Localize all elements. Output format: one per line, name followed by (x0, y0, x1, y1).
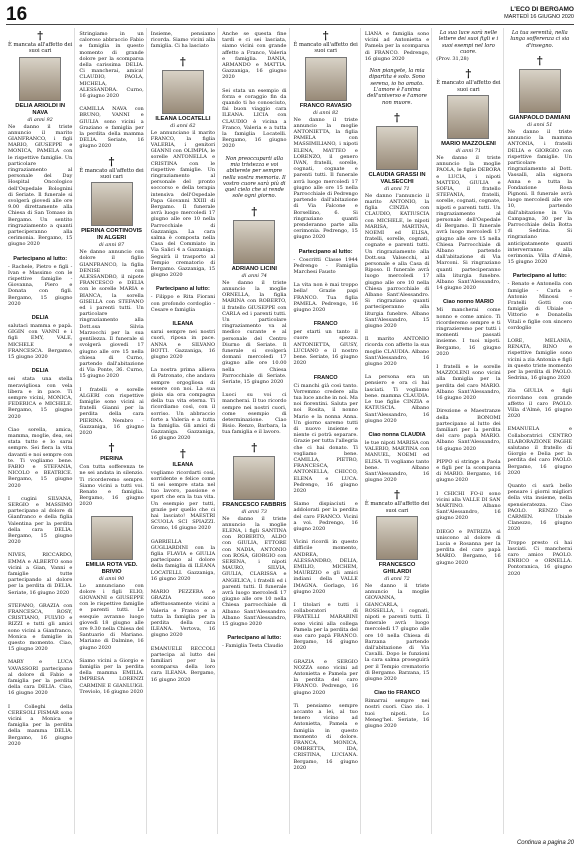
obituary-notice (79, 440, 143, 511)
notice-body: Le annunciano il marito FRANCO, la figlia VALERIA, i genitori GIANNI con OLIMPIA, le sorelle ANTONELLA e CRISTINA con le rispettive famiglie. Un ringraziamento al personale del pronto soccorso e della terapia intensiva dell'Ospedale Papa Giovanni XXIII di Bergamo. Il funerale avrà luogo mercoledì 17 giugno alle ore 10 nella Parrocchiale di Gazzaniga. La cara salma è composta nella Casa del Commiato in Via Salici 4 a Gazzaniga. Seguirà il trasporto al Tempio crematorio di Bergamo. Gazzaniga, 15 giugno 2020 (150, 129, 216, 279)
notice-body: Sei stata un esempio di forza e coraggio fin da quando ti ho conosciuto, fai buon viaggio cara ILEANA. LICIA con CLAUDIO è vicina a Franco, Valeria e a tutta la famiglia Locatelli. Bergamo, 16 giugno 2020 (222, 87, 287, 150)
portrait-photo (162, 70, 204, 114)
notice-body: Ci manchi già così tanto. Vorremmo credere alla tua luce anche in noi. Ma noi fiorentini. Saluta per noi Rosita, il nonno Mario e la nonna Anna. Un giorno saremo tutti di nuovo insieme e niente ci potrà separare. Grazie per tutta l'allegria che ci hai donato. Ti vogliamo bene. CAMILLA, PIETRO, FRANCESCA, ANTONELLA, CHICCO, ELENA e LUCA. Pedrengo, 16 giugno 2020 (293, 382, 358, 494)
notice-body: I fratelli e sorelle ALGERI con rispettive famiglie sono vicini ai fratelli Gianni per la perdita della cara PIERINA. Nembro - Gazzaniga, 16 giugno 2020 (79, 386, 144, 436)
deceased-name: FRANCESCO FABBRIS (222, 501, 287, 508)
portrait-photo (19, 57, 61, 101)
obituary-notice (8, 656, 72, 700)
cross-icon: † (251, 440, 258, 454)
notice-body: EMANUELE RECCOLI partecipa al lutto dei familiari per la scomparsa della loro cara ILEANA. Bergamo, 16 giugno 2020 (150, 645, 216, 683)
notice-body: Ne danno l'annuncio il marito ANTONIO, la figlia CINZIA con CLAUDIO, KATIUSCIA con MICHELE, le nipoti MARISA, MARTINA, NOEMI ed ELISA, fratelli, sorelle, cognati, cognate e parenti tutti. Un ringraziamento alla Dott.ssa Valsecchi, al personale e alla Casa di Riposo. Il funerale avrà luogo mercoledì 17 giugno alle ore 10 nella Chiesa parrocchiale di Albano Sant'Alessandro. Si ringraziano quanti parteciperanno alla liturgia funebre. Albano Sant'Alessandro, 15 giugno 2020 (364, 192, 430, 330)
notice-body: Anche se questa fine tardi e ci sei lasciata, siamo vicini con grande affetto a Franco, Valeria e famiglia. DANIA, ARMANDO e MATTIA. Gazzaniga, 16 giugno 2020 (222, 31, 287, 81)
notice-body: EMANUELA e Collaboratrici CENTRO ELABORAZIONE PAGHE salutano il fratello di Giorgio e Delia per la perdita del caro PAOLO. Bergamo, 16 giugno 2020 (507, 426, 572, 476)
obituary-notice (436, 295, 500, 361)
notice-body: STEFANO, GRAZIA con FRANCESCA, ROSY, CRISTIANO, FULVIO e RIZZI e tutti gli amici sono vicini a Gianfranco, Monica e famiglie in questo momento. Ciao, 15 giugno 2020 (8, 602, 73, 653)
continue-note: Continua a pagina 20 (516, 840, 574, 846)
obituary-notice (365, 66, 429, 110)
deceased-age: di anni 82 (313, 109, 339, 116)
cross-icon: † (465, 67, 472, 81)
notice-body: LIANA e famiglia sono vicini ad Antonietta e Pamela per la scomparsa di FRANCO. Pedrengo, 16 giugno 2020 (364, 31, 430, 62)
obituary-notice (79, 103, 143, 153)
deceased-age: di anni 71 (455, 147, 482, 154)
deceased-name: CLAUDIA GRASSI IN VALSECCHI (368, 171, 426, 185)
deceased-age: di anni 92 (27, 116, 53, 123)
obituary-notice (365, 686, 429, 733)
notice-body: GRAZIA e SERGIO NOZZA sono vicini ad Antonietta e Pamela per la perdita del caro FRANCO. Pedrengo, 16 giugno 2020 (293, 658, 358, 696)
obituary-notice (151, 586, 215, 643)
obituary-notice (294, 245, 358, 280)
obituary-notice (508, 385, 572, 423)
notice-heading: DELIA (31, 315, 49, 322)
obituary-notice (151, 364, 215, 445)
cross-icon: † (536, 53, 543, 67)
notice-heading: Partecipano al lutto: (227, 635, 282, 642)
notice-body: - Famiglia Testa Claudio (222, 643, 284, 650)
obituary-notice (151, 643, 215, 687)
notice-heading: DELIA (31, 368, 49, 375)
column-2 (77, 28, 146, 834)
column-5 (292, 28, 361, 834)
notice-body: Zia GIULIA e figli ricordano con grande affetto il caro PAOLO. Villa d'Almè, 16 giugno 2020 (507, 388, 572, 420)
obituary-notice (294, 28, 358, 245)
obituary-notice (79, 512, 143, 655)
portrait-photo (376, 516, 418, 560)
notice-heading: FRANCO (313, 321, 338, 328)
notice-body: Ne danno il triste annuncio la moglie ORNELLA, la figlia MARINA con ROBERTO, il fratello GIUSEPPE con CARLA ed i parenti tutti. Un particolare ringraziamento va al medico curante e al personale del Centro Diurno di Seriate. Il funerale si svolgerà domani mercoledì 17 giugno alle ore 10.00 nella Chiesa Parrocchiale di Seriate. Seriate, 15 giugno 2020 (222, 279, 287, 385)
portrait-photo (305, 57, 347, 101)
notice-heading: Ciao nonno MARIO (442, 299, 494, 306)
notice-heading: FRANCO (313, 374, 338, 381)
obituary-notice (222, 85, 286, 154)
obituary-notice (294, 536, 358, 599)
notice-quote: Non preoccuparti alla mia tristezza e voi abiterete per sempre nella vostra memoria. Il vostro cuore sarà più di quel cielo che si rende sole ogni giorno. (222, 155, 286, 200)
notice-body: I cugini SILVANA, SERGIO e MASSIMO partecipano al dolore di Gianfranco e della figlia Valentina per la perdita della cara DELIA. Bergamo, 15 giugno 2020 (8, 495, 73, 546)
deceased-age: di anni 90 (98, 575, 125, 582)
obituary-notice (294, 599, 358, 656)
deceased-name: EMILIA ROTA VED. BRIVIO (85, 561, 138, 575)
obituary-notice (508, 269, 572, 335)
notice-heading: Partecipano al lutto: (298, 248, 353, 255)
portrait-photo (233, 220, 275, 264)
obituary-notice (436, 526, 500, 570)
notice-heading: ILEANA (172, 321, 194, 328)
obituary-notice (365, 487, 429, 686)
column-8 (506, 28, 574, 834)
obituary-notice (222, 28, 286, 85)
column-4 (220, 28, 289, 834)
notice-quote: La tua serenità, nella lunga sofferenza ci sia d'insegno. (510, 30, 570, 49)
notice-body: Con tutta sofferenza te ne sei andata in silenzio. Ti ricorderemo sempre. Siamo vicini a tutti voi. Renato e famiglia. Bergamo, 16 giugno 2020 (79, 464, 144, 508)
notice-body: MARIO PEZZERA e GRAZIA sono affettuosamente vicini a Valeria e Franco e a tutta la famiglia per la perdita della cara ILEANA. Vertova, 16 giugno 2020 (150, 589, 216, 639)
deceased-age: di anni 74 (241, 272, 267, 279)
obituary-notice (79, 655, 143, 699)
notice-body: - Renato e Antonella con famiglie - Carla e Antonio Minossi - Fratelli Gotti con famiglie di Ubiale - Vittorio e Donatella Vitali e figlie con sincero cordoglio (507, 281, 572, 331)
notice-body: (Prov. 31,28) (436, 56, 469, 63)
column-3 (149, 28, 218, 834)
notice-body: Quanto ci sarà bello pensare i giorni migliori della vita insieme, nella spensieratezza. Ciao PAOLO. RENZO e CARMEN. Ubiale Clanezzo, 16 giugno 2020 (507, 483, 572, 533)
column-1 (6, 28, 75, 834)
notice-body: le tue nipoti MARISA con VALERIO, MARTINA con MANUEL, NOEMI ed ELISA. Ti vogliamo tanto bene. Albano Sant'Alessandro, 16 giugno 2020 (364, 439, 430, 484)
obituary-notice (8, 252, 72, 311)
notice-intro: È mancato all'affetto dei suoi cari (436, 80, 501, 93)
notice-body: - Filippo e Rita Fiorani con profondo cordoglio - Cesare e famiglia (150, 294, 216, 313)
cross-icon: † (322, 29, 329, 42)
notice-body: Ne danno il triste annuncio la mamma ANTONIA, i fratelli DELIA e GIORGIO con rispettive famiglie. Un particolare ringraziamento al Dott. Vassalli, alla signora Anna e a tutta la Fondazione Rosa Pignoni. Il funerale avrà luogo mercoledì alle ore 10, partendo dall'abitazione in Via Campagna, 30 per la Parrocchiale della Botta di Sedrina. Si ringraziano anticipatamente quanti interverranno alla cerimonia. Villa d'Almè, 15 giugno 2020 (507, 128, 572, 266)
notice-body: Ne danno annuncio con dolore il figlio GIANFRANCO, la figlia DENISE con ALESSANDRO, il nipote FRANCESCO e DELIA con le sorelle MARIA e BIANCA, la sorella GISELLA con STEFANO ed i parenti tutti. Un particolare ringraziamento alla Dott.ssa Silvia Marzocchi per la sua gentilezza. Il funerale si svolgerà giovedì 17 giugno alle ore 15 nella chiesa di Curno, partendo dall'abitazione di Via Ponte, 36. Curno, 15 giugno 2020 (79, 249, 144, 380)
deceased-age: di anni 72 (384, 575, 410, 582)
obituary-notice (8, 364, 72, 423)
column-7 (434, 28, 503, 834)
obituary-notice (294, 700, 358, 775)
notice-body: La vita non è mai troppo bella! Grazie papi FRANCO. Tua figlia PAMELA. Pedrengo, 16 giugno 2020 (293, 282, 358, 314)
obituary-notice (151, 446, 215, 536)
notice-body: Ti pensiamo sempre accanto a lei, al tuo tenero vicino ad Antonietta, Pamela e famiglia in questo momento di dolore. FRANCA, MONICA, OMBRETTA, IDA, CRISTINA, LUCIANA. Bergamo, 16 giugno 2020 (293, 702, 358, 771)
obituary-notice (436, 66, 500, 295)
obituary-notice (151, 317, 215, 364)
notice-quote: Non piangete, la mia dipartita è solo. Sono serena, io ho amato. L'amore è l'anima dell'universo e l'amore non muore. (367, 68, 427, 106)
deceased-age: di anni 71 (384, 185, 410, 192)
obituary-notice (8, 549, 72, 599)
notice-body: I Colleghi della CERESOLI FISMAR sono vicini a Monica e famiglia per la perdita della mamma DELIA. Bergamo, 16 giugno 2020 (8, 703, 73, 747)
notice-body: PIPPO si stringe a Paola e figli per la scomparsa di MARIO. Bergamo, 16 giugno 2020 (436, 458, 501, 484)
deceased-age: di anni 51 (527, 121, 553, 128)
cross-icon: † (37, 29, 44, 42)
notice-body: Insieme, pensiamo ricorda. Siamo vicini alla famiglia. Ci ha lasciato (150, 31, 216, 50)
obituary-notice (294, 371, 358, 499)
obituary-notice (8, 28, 72, 252)
notice-body: Lo annunciano con dolore i figli ELIO, GIOVANNI e GIUSEPPE con le rispettive famiglie e parenti tutti. Le esequie avranno luogo giovedì 18 giugno alle ore 9.30 nella Chiesa del Santuario di Mariano. Mariano di Dalmine, 16 giugno 2020 (79, 582, 144, 651)
deceased-age: di anni 62 (170, 122, 196, 129)
portrait-photo (447, 95, 489, 139)
notice-body: Vicini ricordi in questo difficile momento, ANDREA, ALESSANDRO, DELIA, EMILIO, MICHEM, MAURIZIO e gli amici indiani della VALLE IMAGNA. Gorlago, 16 giugno 2020 (293, 539, 358, 595)
notice-intro: È mancato all'affetto dei suoi cari (79, 167, 144, 180)
obituary-notice (508, 423, 572, 480)
deceased-name: FRANCESCO GHILARDI (378, 561, 416, 575)
deceased-name: DELIA ARIOLDI IN NAVA (15, 102, 66, 116)
obituary-notice (508, 480, 572, 537)
obituary-notice (79, 28, 143, 103)
deceased-name: GIANPAOLO DAMIANI (509, 114, 571, 121)
obituary-notice (8, 311, 72, 364)
obituary-notice (222, 440, 286, 632)
notice-body: vogliamo ricordarti così, sorridente e felice come ti sei sempre stata nel tuo lavoro, passione e sport che era la tua vita. Un esempio per tutti, grazie per quello che ci hai lasciato! MAESTRI SCUOLA SCI SPIAZZI. Gromo, 16 giugno 2020 (150, 469, 216, 532)
notice-body: sarai sempre nei nostri cuori, riposa in pace. ANNA e SILVANO BOTTI. Gazzaniga, 16 giugno 2020 (150, 329, 216, 360)
cross-icon: † (108, 154, 115, 168)
obituary-notice (294, 279, 358, 317)
page-number: 16 (6, 4, 28, 25)
notice-body: Luoci su voi ci mancherai. Il tuo ricordo sempre nei nostri cuori, come esempio di determinazione. Ciao Bisio. Renzo, Barbara, la tua famiglia e il lavoro. (222, 392, 287, 436)
notice-heading: Ciao nonna CLAUDIA (368, 431, 426, 438)
obituary-notice (365, 28, 429, 66)
notice-intro: È mancata all'affetto dei suoi cari (8, 42, 73, 55)
obituary-notice (222, 389, 286, 439)
portrait-photo (519, 69, 561, 113)
header-rule (6, 24, 574, 25)
cross-icon: † (394, 110, 400, 124)
obituary-notice (8, 701, 72, 751)
obituary-notice (365, 333, 429, 371)
obituary-notice (436, 456, 500, 488)
notice-body: LORE, MELANIA, RENATA, RINO e rispettive famiglie sono vicini a zia Antonia e figli in questo triste momento per la perdita di PAOLO. Sedrina, 16 giugno 2020 (507, 337, 572, 382)
notice-heading: Partecipano al lutto: (156, 286, 210, 293)
cross-icon: † (251, 204, 258, 218)
notice-body: I fratelli e le sorelle MAZZOLENI sono vicini alla famiglia per la perdita del caro MARIO. Albano Sant'Alessandro, 16 giugno 2020 (436, 364, 501, 402)
notice-body: I CHICHI FO-il sono vicini alla VALLE DI SAN MARTINO. Albano Sant'Alessandro, 16 giugno 2020 (436, 490, 501, 522)
portrait-photo (233, 456, 275, 500)
obituary-notice (508, 537, 572, 581)
notice-body: I titolari e tutti i collaboratori di FRATELLI MARABINI sono vicini alla collega Pamela per la perdita del suo caro papà FRANCO. Bergamo, 16 giugno 2020 (293, 602, 358, 652)
obituary-notice (8, 600, 72, 657)
cross-icon: † (394, 488, 400, 502)
notice-body: Siamo dispiaciuti e addolorati per la perdita del caro FRANCO. Vicini a voi. Pedrengo, 16 giugno 2020 (293, 501, 358, 532)
portrait-photo (91, 182, 133, 226)
obituary-notice (79, 154, 143, 384)
obituary-notice (151, 282, 215, 317)
notice-body: Stringiamo in un caloroso abbraccio Fabio e famiglia in questo momento di grande dolore per la scomparsa della carissima DELIA. Ci mancherai, amica! CLAUDIO, PAOLA, MICHELA, ALESSANDRA. Curno, 16 giugno 2020 (79, 31, 144, 100)
obituary-notice (436, 361, 500, 405)
notice-body: GABRIELLA GUGLIARDINI con la figlia FLAVIA e GIULIA partecipano al dolore della famiglia di ILEANA LOCATELLI. Gazzaniga, 16 giugno 2020 (150, 538, 216, 582)
notice-body: sei stata una stella meravigliosa con vela libera e in pace. Ti sempre vicini, MONICA, FEDERICA e MICHELE. Bergamo, 15 giugno 2020 (8, 376, 73, 420)
notice-intro: È mancato all'affetto dei suoi cari (293, 42, 358, 55)
notice-body: Ne danno il triste annuncio la moglie ELENA, i figli SANTINA con ROBERTO, ALDO con GIULIA, ETTORE con NADIA, ANTONIO con ROSA, GIORGIO con SERENA, i nipoti MAURO, SILVIA, GIULIA, CLARISSA e ANGELICA, i fratelli ed i parenti tutti. Il funerale avrà luogo mercoledì 17 giugno alle ore 10 nella Chiesa parrocchiale di Albano Sant'Alessandro. Albano Sant'Alessandro, 15 giugno 2020 (222, 515, 287, 628)
notice-heading: ILEANA (172, 461, 194, 468)
obituary-notice (294, 317, 358, 370)
deceased-age: di anni 73 (241, 508, 267, 515)
notice-body: Troppo presto ci hai lasciati. Ci mancherai caro amico PAOLO. ENRICO e ORNELLA. Pontoranica, 16 giugno 2020 (507, 539, 572, 577)
deceased-name: ADRIANO LICINI (231, 265, 278, 272)
obituary-notice (8, 493, 72, 550)
obituary-notice (508, 28, 572, 53)
obituary-notice (8, 424, 72, 493)
obituary-notice (436, 488, 500, 526)
notice-heading: Ciao tio FRANCO (374, 690, 421, 697)
obituary-notice (365, 110, 429, 333)
obituary-notice (508, 53, 572, 269)
obituary-notice (294, 656, 358, 700)
notice-body: NIVES, RICCARDO, EMMA e ALBERTO sono vicini a Gian, Vanni e famiglie tutte partecipando al dolore per la perdita di DELIA. Seriate, 16 giugno 2020 (8, 552, 73, 596)
notice-body: Siamo vicini a Giorgio e famiglia per la perdita della mamma EMILIA. IMPRESA LORENZI CARMINE E GIANLUIGI. Treviolo, 16 giugno 2020 (79, 657, 144, 695)
notice-body: Direzione e Maestranze della BONOMI partecipano al lutto dei familiari per la perdita del caro papà MARIO. Albano Sant'Alessandro, 16 giugno 2020 (436, 408, 501, 452)
notice-body: La persona era un pensiero e ora ci hai lasciati. Ti vogliamo bene. mamma CLAUDIA. Le tue figlie CINZIA e KATIUSCIA. Albano Sant'Alessandro, 16 giugno 2020 (364, 374, 430, 424)
obituary-notice (294, 498, 358, 536)
obituary-notice (151, 536, 215, 586)
cross-icon: † (108, 441, 115, 455)
notice-body: per starti un tanto il cuore spezza. ANTONIETTA, GIUSY, LUCIANO e il nostro bene. Seriate, 16 giugno 2020 (293, 329, 358, 367)
obituary-notice (436, 28, 500, 66)
notice-body: DIEGO e PATRIZIA si uniscono al dolore di Lucia e Rosanna per la perdita del caro papà MARIO. Bergamo, 16 giugno 2020 (436, 528, 501, 566)
obituary-notice (365, 428, 429, 487)
deceased-name: ILEANA LOCATELLI (155, 115, 211, 122)
obituary-notice (151, 28, 215, 54)
cross-icon: † (180, 54, 186, 68)
deceased-age: di anni 87 (98, 242, 125, 249)
notice-body: salutaci mamma e papà. GIGIN con VANNI e i figli EMY, VALE, MICHELE e FRANCESCA. Bergamo, 15 giugno 2020 (8, 323, 73, 361)
obituary-notice (222, 631, 286, 653)
notice-intro: È mancato all'affetto dei suoi cari (364, 501, 430, 514)
notice-body: Il marito ANTONIO ricorda con affetto la sua moglie CLAUDIA. Albano Sant'Alessandro, 16 giugno 2020 (364, 336, 430, 368)
notice-body: Ne danno il triste annuncio il marito GIANFRANCO, i figli MARIO, GIUSEPPE e MONICA, PAMELA con le rispettive famiglie. Un particolare ringraziamento al personale del Day Hospital Oncologico dell'Ospedale Bolognini di Seriate. Il funerale si svolgerà giovedì alle ore 9.00 direttamente alla Chiesa di San Tomaso in Bergamo. Un sentito ringraziamento a quanti parteciperanno alla cerimonia. Bergamo, 15 giugno 2020 (8, 123, 73, 248)
notice-body: Ne danno il triste annuncio la moglie PAOLA, le figlie DEBORA e LUCIA, i nipoti MATTEO, GIULIA e SOFIA, il fratello STEFANIA, fratelli, sorelle, cognati, cognate, nipoti e parenti tutti. Un ringraziamento al personale dell'Ospedale di Bergamo. Il funerale avrà luogo mercoledì 17 giugno alle ore 15 nella Chiesa Parrocchiale di Albano partendo dall'abitazione di Via Marconi. Si ringraziano quanti parteciperanno alla liturgia funebre. Albano Sant'Alessandro, 14 giugno 2020 (436, 154, 501, 292)
notice-heading: Partecipano al lutto: (512, 273, 567, 280)
notice-body: Mi mancherai come nonno e come amico. Ti ricorderemo sempre e ti ringrazieremo per tutti i momenti passati insieme. I tuoi nipoti. Bergamo, 16 giugno 2020 (436, 307, 501, 357)
notice-heading: Partecipano al lutto: (13, 255, 68, 262)
notice-body: - Rachele, Pietro e figli - Ivan e Massimo con le rispettive famiglie - Giovanna, Piero e Donata con figli. Bergamo, 15 giugno 2020 (8, 263, 73, 307)
publication-date: MARTEDÌ 16 GIUGNO 2020 (504, 14, 574, 20)
obituary-notice (151, 54, 215, 283)
notice-body: Ciao sorella, amica, mamma, moglie, dea, sei stata tutto e lo sarai sempre. Sei fiera la vita davanti e noi sempre con te. Ti vogliamo bene. FABIO e STEFANIA, NICOLO e BEATRICE. Bergamo, 15 giugno 2020 (8, 426, 73, 489)
column-6 (363, 28, 432, 834)
notice-body: - Coscritti Classe 1944 Pedrengo - Famiglia Marchesi Fausto (293, 256, 358, 276)
notice-body: Rimarrai sempre nei nostri cuori. Ciao zio. I tuoi nipoti. Lo Meneg'hel. Seriate, 16 giugno 2020 (364, 698, 430, 729)
cross-icon: † (180, 446, 186, 460)
notice-body: Ne danno il triste annuncio la moglie GIOVANNA, GIANCARLA, ROSSELLA, i cognati, nipoti e parenti tutti. Il funerale avrà luogo mercoledì 17 giugno alle ore 10 nella Chiesa di Barzana partendo dall'abitazione di Via Cavalli. Dopo le funzioni la cara salma proseguirà per il Tempio crematorio di Bergamo. Barzana, 15 giugno 2020 (364, 582, 430, 682)
portrait-photo (91, 516, 133, 560)
obituary-notice (508, 335, 572, 385)
portrait-photo (376, 126, 418, 170)
publication-name: L'ECO DI BERGAMO (510, 6, 574, 13)
notice-body: La nostra prima allieva di Patronato, che andava sempre orgogliosa di essere con noi. La sua gioia sia ora compagna della tua vita eterna. Ti ricordiamo così, con il sorriso. Un abbraccio forte a Valeria e a tutta la famiglia. Gli amici di Gazzaniga. Gazzaniga, 16 giugno 2020 (150, 367, 216, 442)
notice-body: CAMILLA NAVA con BRUNO, VANNI e GIULIA sono vicini a Graziano e famiglia per la perdita della mamma DELIA. Seriate, 16 giugno 2020 (79, 106, 144, 150)
obituary-notice (222, 154, 286, 204)
notice-body: MARY e LUCA VAVASSORI partecipano al dolore di Fabio e famiglia per la perdita della cara DELIA. Ciao, 16 giugno 2020 (8, 659, 73, 697)
obituary-notice (79, 384, 143, 441)
notice-body: Ne danno il triste annuncio la moglie ANTONIETTA, la figlia PAMELA con MASSIMILIANO, i nipoti ELENA, MATTEO e LORENZO, il genero IVAN, fratelli, sorelle, cognati, cognate e parenti tutti. Il funerale avrà luogo mercoledì 17 giugno alle ore 15 nella Parrocchiale di Pedrengo partendo dall'abitazione di Via Falcone e Borsellino, 6. Si ringraziano quanti prenderanno parte alla cerimonia. Pedrengo, 15 giugno 2020 (293, 116, 358, 241)
deceased-name: FRANCO RAVASIO (299, 102, 352, 109)
deceased-name: MARIO MAZZOLENI (441, 140, 496, 147)
obituary-notice (436, 405, 500, 455)
notice-quote: La sua luce sarà nelle lettere dei suoi figli e i suoi esempi nel loro cuore. (438, 30, 499, 55)
deceased-name: PIERINA CORTINOVIS IN ALGERI (81, 228, 143, 242)
notice-heading: PIERINA (100, 456, 123, 463)
obituary-columns (6, 28, 574, 834)
obituary-notice (222, 204, 286, 389)
obituary-notice (365, 371, 429, 428)
